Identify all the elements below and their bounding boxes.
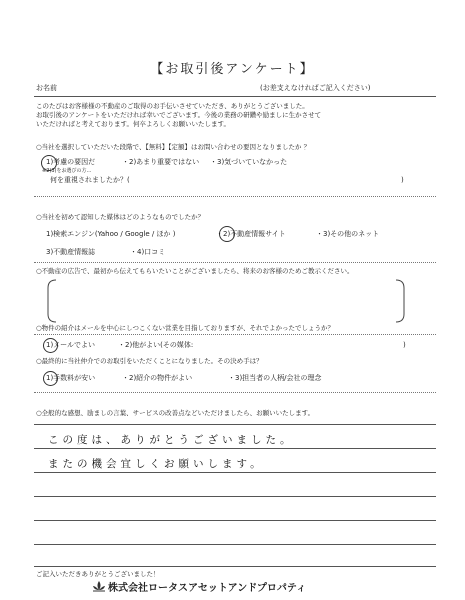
- answer-line: [34, 520, 436, 521]
- intro-line-1: このたびはお客様様の不動産のご取得のお手伝いさせていただき、ありがとうございました。: [36, 102, 309, 110]
- divider: [34, 196, 436, 197]
- q6-handwritten-line-2: またの機会宜しくお願いします。: [48, 458, 265, 470]
- footer-thanks: ご記入いただきありがとうございました！: [36, 570, 160, 578]
- name-note: (お差支えなければご記入ください): [260, 84, 371, 92]
- answer-line: [34, 424, 436, 425]
- divider: [34, 392, 436, 393]
- q1-question: ○当社を選択していただいた段階で、【無料】【定額】はお問い合わせの要因となりましたか ？: [36, 143, 311, 151]
- q2-option-1[interactable]: 1)検索エンジン(Yahoo / Google / ほか ): [46, 230, 176, 238]
- q5-option-1[interactable]: 1)手数料が安い: [46, 374, 96, 382]
- answer-line: [34, 448, 436, 449]
- q1-sub-question: 何を重視されましたか？(: [50, 176, 130, 184]
- q4-close: ): [403, 341, 406, 349]
- q6-handwritten-line-1: この度は、ありがとうございました。: [48, 434, 295, 446]
- page-title: 【お取引後アンケート】: [150, 62, 315, 77]
- divider: [34, 262, 436, 263]
- answer-line: [34, 544, 436, 545]
- q4-question: ○物件の紹介はメールを中心にしつこくない営業を目指しておりますが、それでよかったでしょうか？: [36, 324, 335, 332]
- q5-question: ○最終的に当社仲介でのお取引をいただくことになりました。その決め手は？: [36, 357, 263, 365]
- lotus-logo-icon: [92, 580, 106, 592]
- name-label: お名前: [36, 84, 57, 92]
- q3-answer-bracket[interactable]: [46, 278, 406, 324]
- q2-option-4[interactable]: 3)不動産情報誌: [46, 248, 96, 256]
- q2-option-3[interactable]: ・3)その他のネット: [316, 230, 380, 238]
- q2-option-2[interactable]: ・2)不動産情報サイト: [216, 230, 286, 238]
- answer-line: [34, 566, 436, 567]
- q4-option-1[interactable]: 1)メールでよい: [46, 341, 96, 349]
- q5-option-3[interactable]: ・3)担当者の人柄/会社の理念: [228, 374, 322, 382]
- q4-option-2[interactable]: ・2)他がよい(その媒体:: [118, 341, 194, 349]
- q1-option-2[interactable]: ・2)あまり重要ではない: [122, 158, 200, 166]
- q3-question: ○不動産の広告で、最初から伝えてもらいたいことがございましたら、将来のお客様のためご教示ください。: [36, 267, 354, 275]
- q1-sub-close: ): [401, 176, 404, 184]
- q6-question: ○全般的な感想、励ましの言葉、サービスの改善点などいただけましたら、お願いいたします。: [36, 409, 315, 417]
- divider: [34, 334, 436, 335]
- answer-line: [34, 496, 436, 497]
- q5-option-2[interactable]: ・2)紹介の物件がよい: [122, 374, 193, 382]
- q1-option-1[interactable]: 1)考慮の要因だ: [46, 158, 96, 166]
- intro-line-3: いただければと考えております。何卒よろしくお願いいたします。: [36, 120, 230, 128]
- company-name: 株式会社ロータスアセットアンドプロパティ: [108, 583, 307, 594]
- q1-sub-note: ※2)3)をお選びの方…: [42, 168, 92, 174]
- name-field-line[interactable]: [34, 96, 436, 97]
- q2-question: ○当社を初めて認知した媒体はどのようなものでしたか？: [36, 213, 205, 221]
- intro-line-2: お取引後のアンケートをいただければ幸いでございます。今後の業務の研鑽や励ましに生かさせて: [36, 111, 322, 119]
- answer-line: [34, 472, 436, 473]
- q2-option-5[interactable]: ・4)口コミ: [130, 248, 166, 256]
- q1-option-3[interactable]: ・3)気づいていなかった: [210, 158, 288, 166]
